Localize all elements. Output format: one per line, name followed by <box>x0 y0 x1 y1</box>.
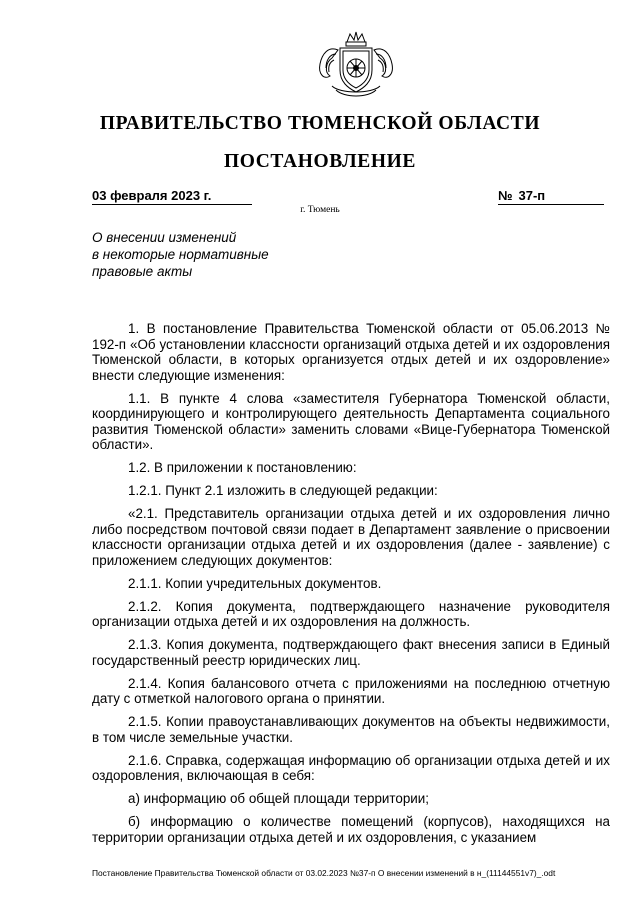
document-body <box>92 321 610 853</box>
subject-line: О внесении изменений <box>92 230 237 245</box>
document-subject <box>92 229 312 280</box>
document-date-value: 03 февраля 2023 г. <box>92 188 212 203</box>
paragraph: 2.1.4. Копия балансового отчета с приложениями на последнюю отчетную дату с отметкой налогового органа о принятии. <box>92 675 610 706</box>
document-type: ПОСТАНОВЛЕНИЕ <box>223 151 417 172</box>
paragraph: 2.1.1. Копии учредительных документов. <box>128 575 382 591</box>
paragraph: а) информацию об общей площади территории; <box>128 791 429 806</box>
paragraph: 2.1.2. Копия документа, подтверждающего назначение руководителя организации отдыха детей и их оздоровления на должность. <box>92 598 610 629</box>
subject-line: правовые акты <box>92 264 193 279</box>
paragraph: 1.2. В приложении к постановлению: <box>128 460 357 475</box>
number-sign: № <box>498 188 513 203</box>
paragraph: 1.1. В пункте 4 слова «заместителя Губернатора Тюменской области, координирующего и контролирующего деятельность Департамента социального развития Тюменской области» заменить словами «Вице-Губернатора Тюменской области». <box>92 390 610 452</box>
paragraph: 1.2.1. Пункт 2.1 изложить в следующей редакции: <box>128 483 438 498</box>
document-number <box>498 188 604 205</box>
page-footer: Постановление Правительства Тюменской области от 03.02.2023 №37-п О внесении изменений в н_(11144551v7)_.odt <box>92 868 556 878</box>
city: г. Тюмень <box>300 205 340 215</box>
paragraph: 2.1.5. Копии правоустанавливающих документов на объекты недвижимости, в том числе земельные участки. <box>92 714 610 745</box>
paragraph: 2.1.3. Копия документа, подтверждающего факт внесения записи в Единый государственный реестр юридических лиц. <box>92 637 610 668</box>
paragraph: «2.1. Представитель организации отдыха детей и их оздоровления лично либо посредством почтовой связи подает в Департамент заявление о присвоении классности организации отдыха детей и их оздоровления (далее - заявление) с приложением следующих документов: <box>92 506 610 568</box>
document-number-value: 37-п <box>518 188 546 203</box>
paragraph: 2.1.6. Справка, содержащая информацию об организации отдыха детей и их оздоровления, включающая в себя: <box>92 752 610 783</box>
paragraph: б) информацию о количестве помещений (корпусов), находящихся на территории организации отдыха детей и их оздоровления, с указанием <box>92 814 610 845</box>
paragraph: 1. В постановление Правительства Тюменской области от 05.06.2013 № 192-п «Об установлении классности организаций отдыха детей и их оздоровления Тюменской области, в которых организуется отдых детей и их оздоровление» внести следующие изменения: <box>92 321 610 383</box>
document-date <box>92 188 252 205</box>
subject-line: в некоторые нормативные <box>92 247 269 262</box>
government-title: ПРАВИТЕЛЬСТВО ТЮМЕНСКОЙ ОБЛАСТИ <box>99 113 541 134</box>
coat-of-arms-icon <box>314 28 398 102</box>
